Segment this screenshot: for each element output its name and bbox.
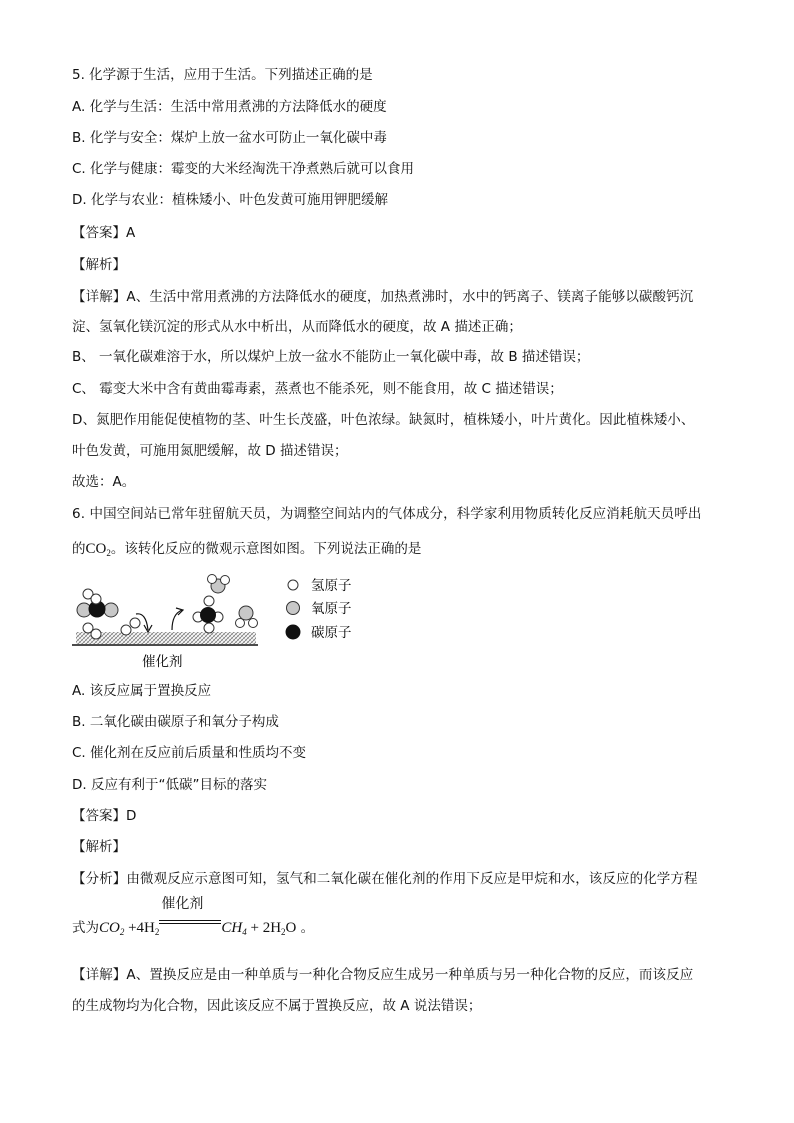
h2o-molecule [208, 575, 230, 594]
q6-option-b: B. 二氧化碳由碳原子和氧分子构成 [72, 714, 279, 730]
q5-option-b: B. 化学与安全：煤炉上放一盆水可防止一氧化碳中毒 [72, 130, 387, 146]
hydrogen-legend-icon [288, 580, 298, 590]
equation-prefix: 式为 [72, 920, 99, 936]
equation-product-h2o: + $2H_2O$ [246, 920, 297, 937]
q5-option-a: A. 化学与生活：生活中常用煮沸的方法降低水的硬度 [72, 99, 387, 115]
reaction-diagram-svg [66, 572, 366, 674]
legend-carbon-label: 碳原子 [311, 625, 352, 641]
q6-detail-line: 【详解】A、置换反应是由一种单质与一种化合物反应生成另一种单质与另一种化合物的反应，而该反应 [72, 967, 694, 983]
legend [286, 578, 352, 641]
h2o-molecule [236, 606, 258, 628]
co2-formula: $CO_2$ [85, 541, 111, 558]
q5-detail-line: 淀、氢氧化镁沉淀的形式从水中析出，从而降低水的硬度，故 A 描述正确； [72, 319, 522, 335]
q6-option-c: C. 催化剂在反应前后质量和性质均不变 [72, 745, 307, 761]
legend-oxygen-label: 氧原子 [311, 601, 352, 617]
reaction-diagram [66, 572, 366, 674]
q6-option-a: A. 该反应属于置换反应 [72, 683, 212, 699]
q6-stem-line-1: 6. 中国空间站已常年驻留航天员，为调整空间站内的气体成分，科学家利用物质转化反应消耗航天员呼出 [72, 506, 702, 522]
q6-answer: 【答案】D [72, 808, 137, 824]
q5-stem: 5. 化学源于生活，应用于生活。下列描述正确的是 [72, 67, 373, 83]
q6-stem-suffix: 。该转化反应的微观示意图如图。下列说法正确的是 [110, 541, 422, 557]
q6-stem-line-2 [72, 540, 421, 562]
equation-catalyst-label: 催化剂 [161, 896, 204, 912]
catalyst-label: 催化剂 [142, 654, 183, 670]
q5-detail-line: 叶色发黄，可施用氮肥缓解，故 D 描述错误； [72, 443, 348, 459]
q5-analysis-heading: 【解析】 [72, 257, 126, 273]
q6-analysis-heading: 【解析】 [72, 839, 126, 855]
q5-detail-line: C、 霉变大米中含有黄曲霉毒素，蒸煮也不能杀死，则不能食用，故 C 描述错误； [72, 381, 563, 397]
q6-stem-prefix: 的 [72, 541, 86, 557]
oxygen-legend-icon [287, 602, 300, 615]
q6-analysis-line: 【分析】由微观反应示意图可知，氢气和二氧化碳在催化剂的作用下反应是甲烷和水，该反应的化学方程 [72, 871, 698, 887]
chemical-equation [72, 896, 315, 941]
q5-option-d: D. 化学与农业：植株矮小、叶色发黄可施用钾肥缓解 [72, 192, 388, 208]
q5-detail-line: D、氮肥作用能促使植物的茎、叶生长茂盛，叶色浓绿。缺氮时，植株矮小，叶片黄化。因此植株矮小、 [72, 412, 695, 428]
h2-molecule [83, 589, 101, 604]
equation-product-ch4: $CH_4$ [221, 920, 247, 937]
carbon-legend-icon [286, 625, 300, 639]
q5-answer: 【答案】A [72, 225, 136, 241]
equation-end: 。 [296, 920, 315, 936]
q5-detail-line: B、 一氧化碳难溶于水，所以煤炉上放一盆水不能防止一氧化碳中毒，故 B 描述错误； [72, 349, 590, 365]
q5-detail-line: 【详解】A、生活中常用煮沸的方法降低水的硬度，加热煮沸时，水中的钙离子、镁离子能够以碳酸钙沉 [72, 289, 694, 305]
equation-reactant-co2: $CO_2$ [99, 920, 125, 937]
equation-reactant-h2: $+4H_2$ [124, 920, 160, 937]
legend-hydrogen-label: 氢原子 [311, 578, 352, 594]
ch4-molecule [193, 596, 223, 633]
q5-option-c: C. 化学与健康：霉变的大米经淘洗干净煮熟后就可以食用 [72, 161, 415, 177]
q6-detail-line: 的生成物均为化合物，因此该反应不属于置换反应，故 A 说法错误； [72, 998, 482, 1014]
q6-option-d: D. 反应有利于“低碳”目标的落实 [72, 777, 267, 793]
equation-condition [159, 896, 221, 932]
catalyst-surface [76, 632, 256, 644]
q5-choice: 故选：A。 [72, 474, 136, 490]
